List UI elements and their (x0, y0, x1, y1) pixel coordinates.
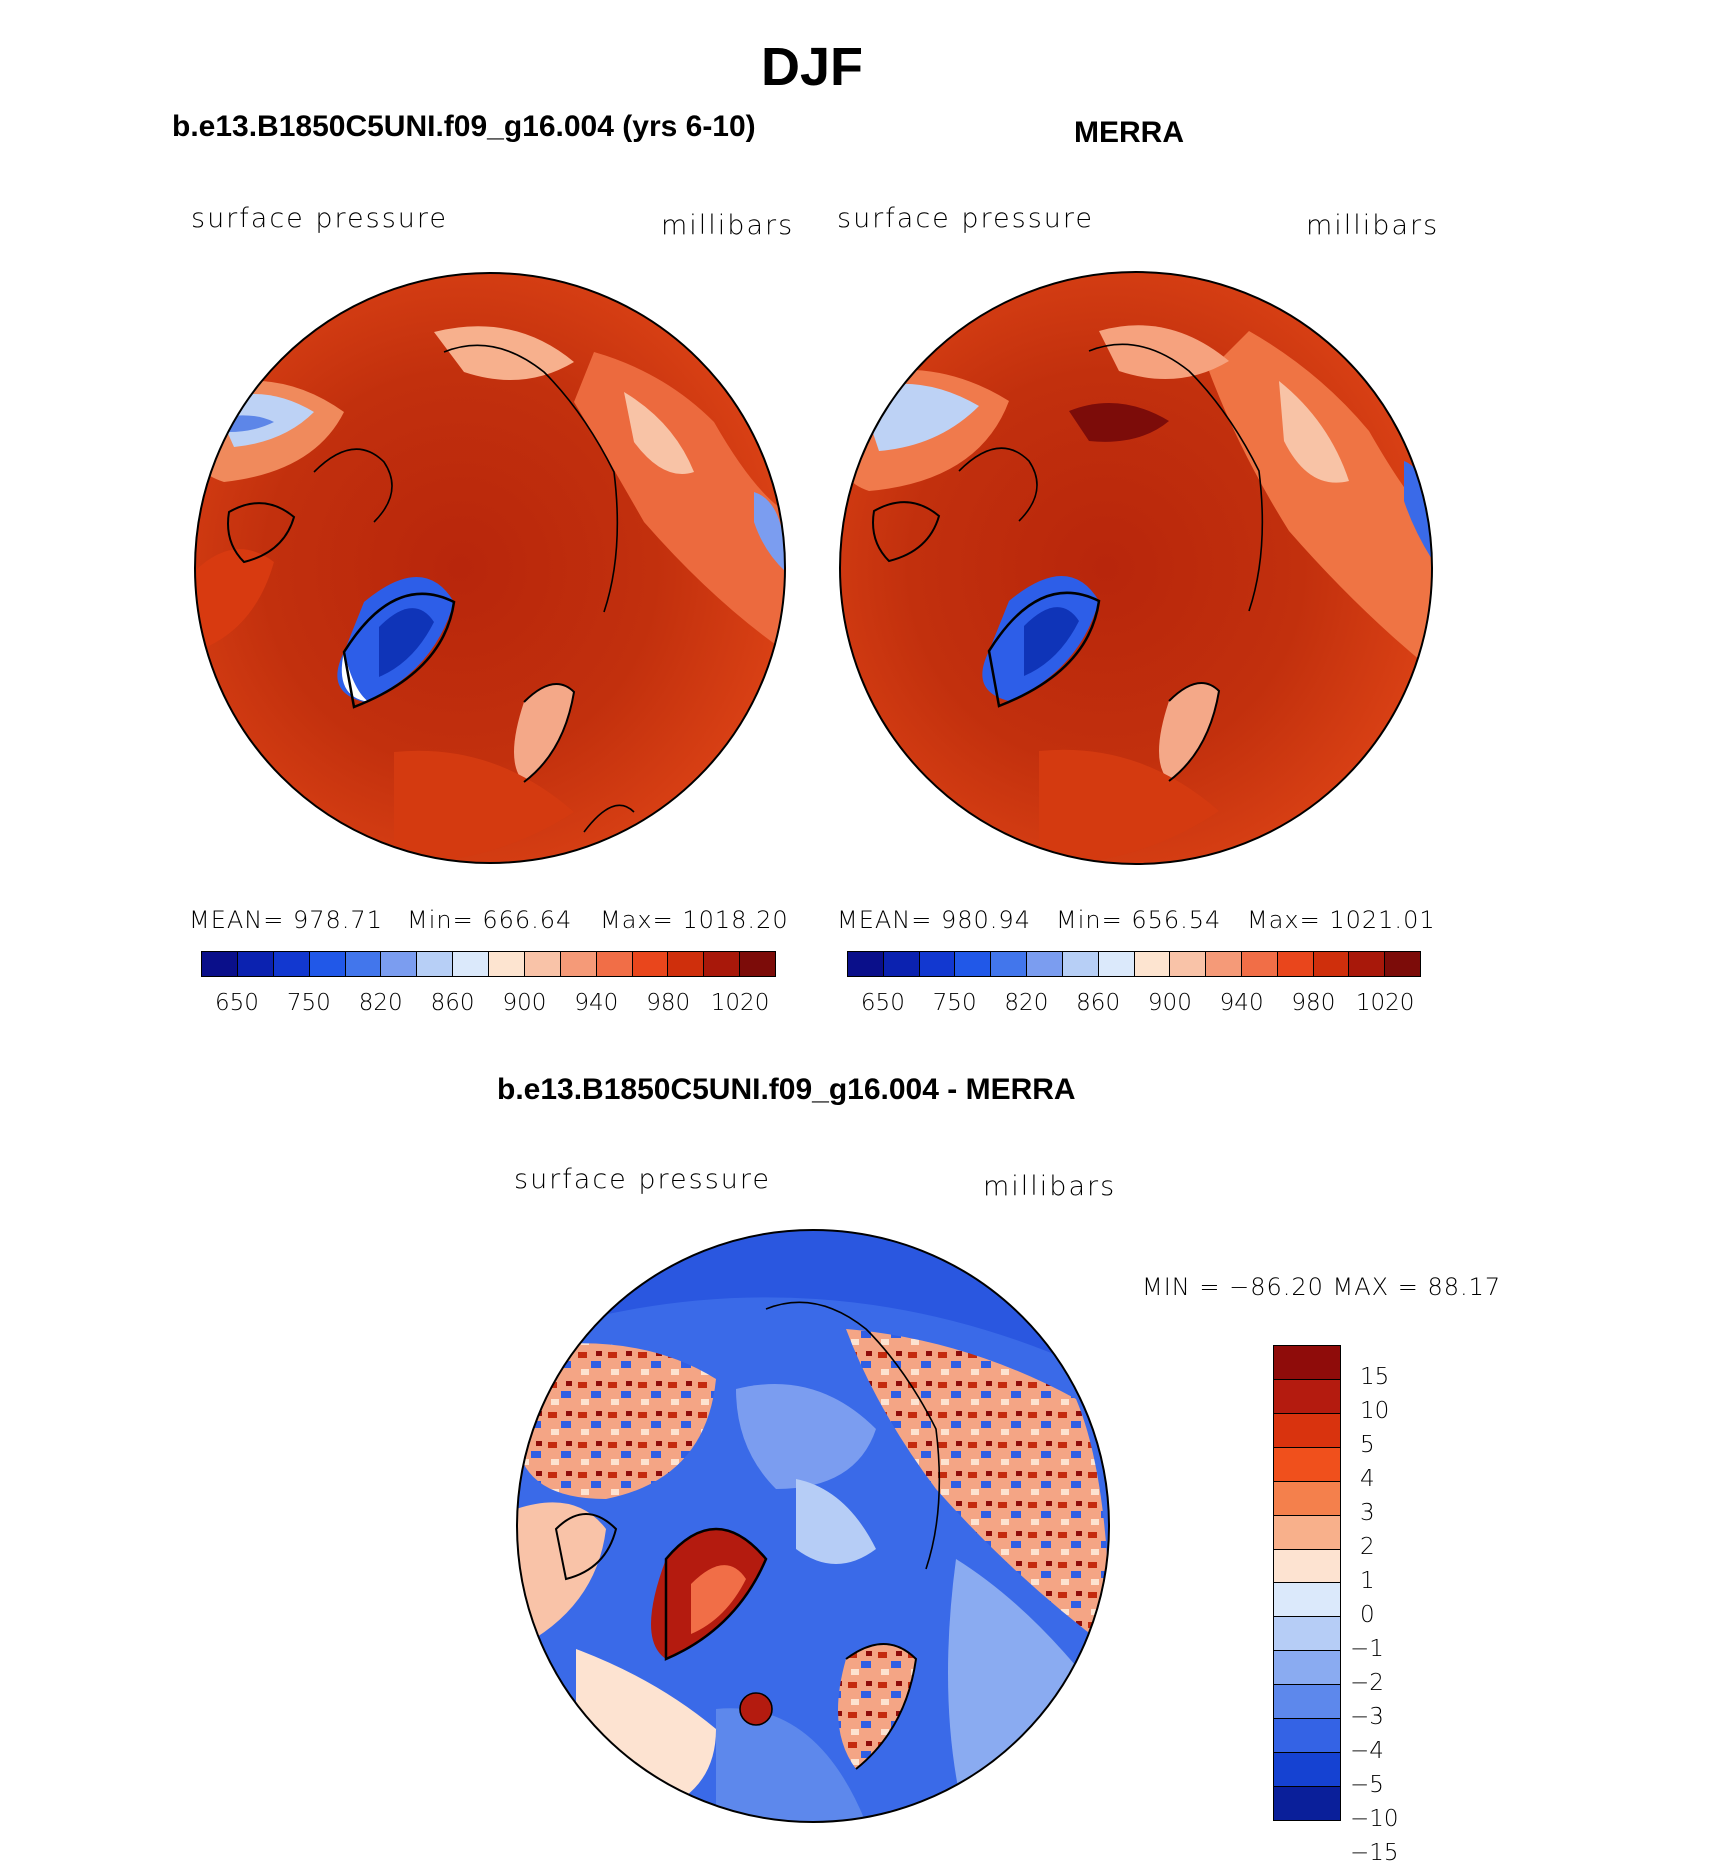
colorbar-swatch (740, 952, 775, 976)
colorbar-tick-label: −1 (1350, 1636, 1384, 1662)
colorbar-tick-label: 900 (1147, 990, 1192, 1016)
colorbar-swatch (417, 952, 453, 976)
colorbar-swatch (1274, 1482, 1340, 1516)
colorbar-tick-label: −5 (1350, 1772, 1384, 1798)
colorbar-swatch (1278, 952, 1314, 976)
colorbar-tick-label: 820 (1004, 990, 1049, 1016)
panel-1-colorbar-ticks (201, 990, 776, 1020)
colorbar-swatch (668, 952, 704, 976)
panel-1-mean: MEAN= 978.71 (189, 906, 383, 934)
colorbar-swatch (920, 952, 956, 976)
colorbar-swatch (489, 952, 525, 976)
colorbar-swatch (597, 952, 633, 976)
panel-2-units-label: millibars (1306, 210, 1440, 241)
colorbar-swatch (1170, 952, 1206, 976)
colorbar-swatch (346, 952, 382, 976)
colorbar-tick-label: 1020 (710, 990, 770, 1016)
colorbar-tick-label: 650 (860, 990, 905, 1016)
colorbar-swatch (633, 952, 669, 976)
panel-2-colorbar-ticks (847, 990, 1421, 1020)
panel-2-title: MERRA (1074, 116, 1184, 149)
colorbar-tick-label: 860 (1076, 990, 1121, 1016)
diff-panel-units-label: millibars (983, 1171, 1117, 1202)
panel-1-colorbar (201, 951, 776, 977)
colorbar-tick-label: 940 (1219, 990, 1264, 1016)
panel-1-title: b.e13.B1850C5UNI.f09_g16.004 (yrs 6-10) (172, 110, 756, 143)
colorbar-swatch (1274, 1685, 1340, 1719)
colorbar-tick-label: 1 (1360, 1568, 1375, 1594)
colorbar-swatch (1274, 1719, 1340, 1753)
colorbar-swatch (1314, 952, 1350, 976)
colorbar-swatch (381, 952, 417, 976)
colorbar-swatch (991, 952, 1027, 976)
colorbar-swatch (1274, 1583, 1340, 1617)
panel-1-units-label: millibars (661, 210, 795, 241)
panel-1-min: Min= 666.64 (407, 906, 573, 934)
colorbar-swatch (202, 952, 238, 976)
colorbar-tick-label: 750 (286, 990, 331, 1016)
colorbar-tick-label: −15 (1350, 1840, 1399, 1866)
diff-min-max: MIN = −86.20 MAX = 88.17 (1142, 1273, 1502, 1301)
colorbar-swatch (1063, 952, 1099, 976)
panel-2-mean: MEAN= 980.94 (837, 906, 1031, 934)
colorbar-swatch (453, 952, 489, 976)
colorbar-swatch (1206, 952, 1242, 976)
colorbar-swatch (1242, 952, 1278, 976)
colorbar-tick-label: 750 (932, 990, 977, 1016)
colorbar-swatch (848, 952, 884, 976)
colorbar-tick-label: 15 (1360, 1364, 1390, 1390)
page-title: DJF (760, 37, 863, 97)
panel-2-max: Max= 1021.01 (1247, 906, 1436, 934)
colorbar-swatch (1349, 952, 1385, 976)
colorbar-swatch (1274, 1346, 1340, 1380)
colorbar-swatch (1274, 1380, 1340, 1414)
colorbar-swatch (525, 952, 561, 976)
colorbar-tick-label: 2 (1360, 1534, 1375, 1560)
colorbar-swatch (1274, 1753, 1340, 1787)
panel-1-variable-label: surface pressure (191, 203, 448, 234)
colorbar-tick-label: −10 (1350, 1806, 1399, 1832)
colorbar-swatch (274, 952, 310, 976)
panel-2-polar-map (839, 271, 1433, 865)
colorbar-tick-label: 860 (430, 990, 475, 1016)
colorbar-swatch (561, 952, 597, 976)
colorbar-tick-label: −2 (1350, 1670, 1384, 1696)
colorbar-tick-label: 820 (358, 990, 403, 1016)
colorbar-swatch (1274, 1651, 1340, 1685)
colorbar-tick-label: 1020 (1355, 990, 1415, 1016)
colorbar-swatch (704, 952, 740, 976)
diff-panel-title: b.e13.B1850C5UNI.f09_g16.004 - MERRA (497, 1073, 1076, 1106)
diff-polar-map (516, 1229, 1110, 1823)
colorbar-swatch (310, 952, 346, 976)
diff-panel-variable-label: surface pressure (514, 1164, 771, 1195)
colorbar-swatch (955, 952, 991, 976)
colorbar-tick-label: 940 (574, 990, 619, 1016)
colorbar-swatch (1274, 1787, 1340, 1820)
colorbar-tick-label: 5 (1360, 1432, 1375, 1458)
colorbar-tick-label: 900 (502, 990, 547, 1016)
colorbar-swatch (1274, 1414, 1340, 1448)
panel-2-variable-label: surface pressure (837, 203, 1094, 234)
colorbar-swatch (884, 952, 920, 976)
colorbar-tick-label: 10 (1360, 1398, 1390, 1424)
panel-1-max: Max= 1018.20 (600, 906, 789, 934)
colorbar-tick-label: 3 (1360, 1500, 1375, 1526)
diff-colorbar (1273, 1345, 1341, 1821)
panel-2-min: Min= 656.54 (1056, 906, 1222, 934)
colorbar-tick-label: 650 (214, 990, 259, 1016)
panel-1-polar-map (194, 272, 786, 864)
colorbar-tick-label: −3 (1350, 1704, 1384, 1730)
panel-2-colorbar (847, 951, 1421, 977)
colorbar-tick-label: 4 (1360, 1466, 1375, 1492)
colorbar-swatch (1274, 1516, 1340, 1550)
colorbar-tick-label: 980 (646, 990, 691, 1016)
colorbar-swatch (1099, 952, 1135, 976)
colorbar-swatch (1385, 952, 1420, 976)
colorbar-tick-label: 980 (1291, 990, 1336, 1016)
colorbar-swatch (1027, 952, 1063, 976)
colorbar-swatch (1135, 952, 1171, 976)
colorbar-tick-label: −4 (1350, 1738, 1384, 1764)
colorbar-tick-label: 0 (1360, 1602, 1375, 1628)
colorbar-swatch (1274, 1617, 1340, 1651)
colorbar-swatch (1274, 1550, 1340, 1584)
colorbar-swatch (1274, 1448, 1340, 1482)
colorbar-swatch (238, 952, 274, 976)
